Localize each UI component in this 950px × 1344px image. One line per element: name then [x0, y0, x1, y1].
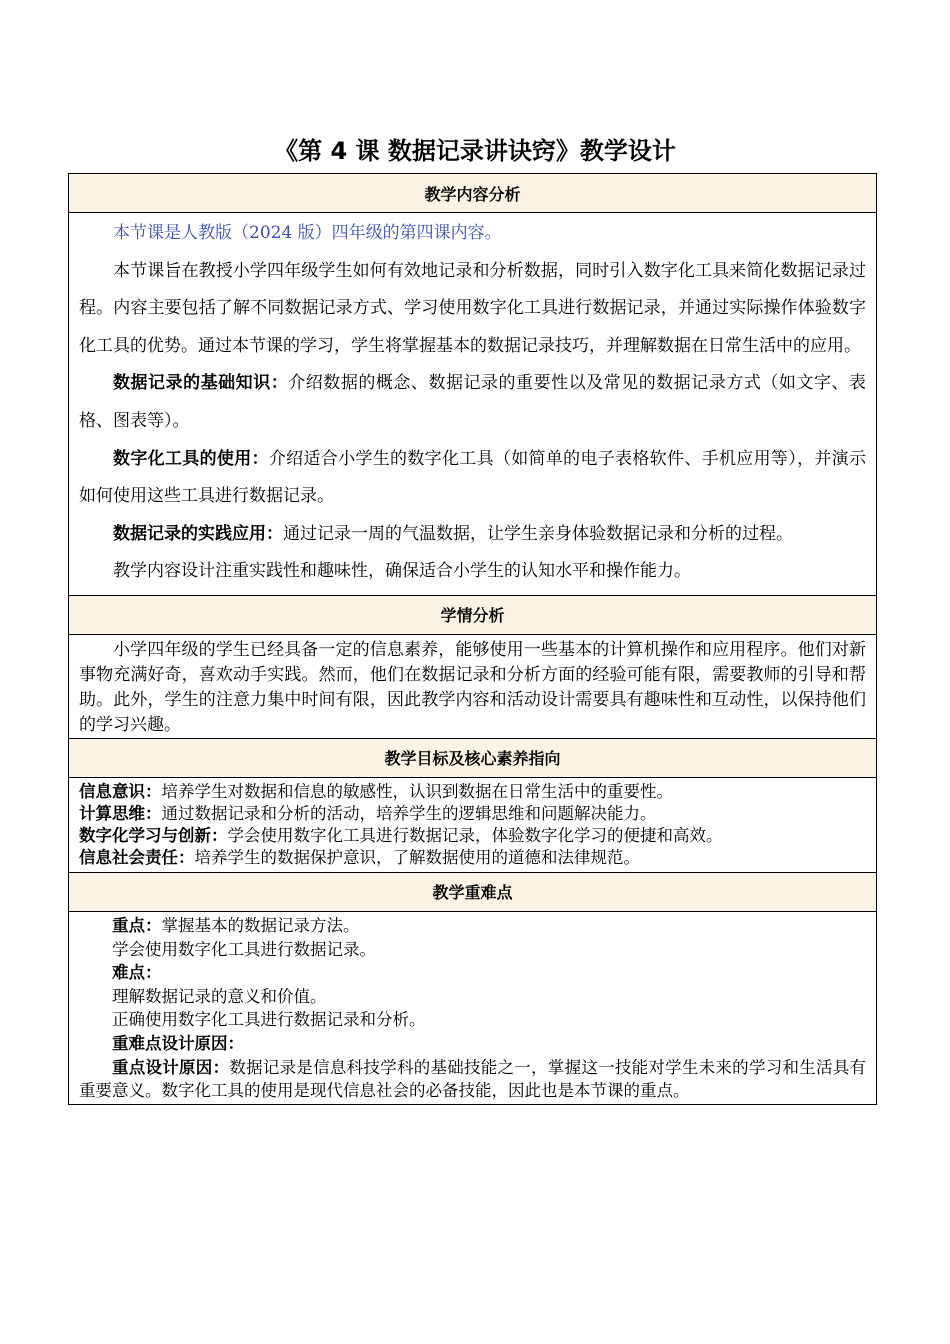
design-note-paragraph: 教学内容设计注重实践性和趣味性，确保适合小学生的认知水平和操作能力。 — [113, 561, 691, 582]
document-title: 《第 4 课 数据记录讲诀窍》教学设计 — [274, 137, 676, 165]
practice-label: 数据记录的实践应用： — [113, 523, 283, 544]
objective-item — [79, 781, 866, 803]
objective-label: 信息意识： — [79, 781, 162, 801]
section-header-objectives: 教学目标及核心素养指向 — [69, 738, 877, 777]
difficulty-label-line — [79, 961, 866, 985]
lesson-plan-table — [68, 173, 877, 1105]
section-header-learner-analysis: 学情分析 — [69, 595, 877, 634]
key-points-body — [69, 911, 877, 1104]
key-reason-text: 数据记录是信息科技学科的基础技能之一，掌握这一技能对学生未来的学习和生活具有重要意义。数字化工具的使用是现代信息社会的必备技能，因此也是本节课的重点。 — [79, 1057, 867, 1101]
objective-label: 数字化学习与创新： — [79, 825, 228, 845]
objective-label: 信息社会责任： — [79, 847, 195, 867]
basics-paragraph — [79, 365, 866, 440]
learner-analysis-paragraph: 小学四年级的学生已经具备一定的信息素养，能够使用一些基本的计算机操作和应用程序。他们对新事物充满好奇，喜欢动手实践。然而，他们在数据记录和分析方面的经验可能有限，需要教师的引导和帮助。此外，学生的注意力集中时间有限，因此教学内容和活动设计需要具有趣味性和互动性，以保持他们的学习兴趣。 — [79, 639, 866, 735]
objective-item — [79, 803, 866, 825]
key-point-text: 掌握基本的数据记录方法。 — [161, 915, 360, 935]
difficulty-label: 难点： — [112, 963, 162, 983]
design-reason-label: 重难点设计原因： — [112, 1033, 244, 1053]
content-analysis-body — [69, 213, 877, 596]
key-point-label: 重点： — [112, 915, 162, 935]
tools-paragraph — [79, 441, 866, 516]
section-header-content-analysis: 教学内容分析 — [69, 174, 877, 213]
key-reason-label: 重点设计原因： — [112, 1057, 230, 1077]
overview-paragraph: 本节课旨在教授小学四年级学生如何有效地记录和分析数据，同时引入数字化工具来简化数据记录过程。内容主要包括了解不同数据记录方式、学习使用数字化工具进行数据记录，并通过实际操作体验数字化工具的优势。通过本节课的学习，学生将掌握基本的数据记录技巧，并理解数据在日常生活中的应用。 — [79, 260, 866, 356]
objective-text: 通过数据记录和分析的活动，培养学生的逻辑思维和问题解决能力。 — [161, 803, 657, 823]
difficulty-line-1: 理解数据记录的意义和价值。 — [112, 986, 327, 1006]
design-reason-label-line — [79, 1032, 866, 1056]
objective-text: 学会使用数字化工具进行数据记录，体验数字化学习的便捷和高效。 — [227, 825, 723, 845]
objective-text: 培养学生对数据和信息的敏感性，认识到数据在日常生活中的重要性。 — [161, 781, 673, 801]
basics-label: 数据记录的基础知识： — [113, 373, 289, 394]
basics-text: 介绍数据的概念、数据记录的重要性以及常见的数据记录方式（如文字、表格、图表等）。 — [79, 373, 867, 431]
objective-label: 计算思维： — [79, 803, 162, 823]
objective-item — [79, 825, 866, 847]
objective-item — [79, 847, 866, 869]
practice-paragraph — [79, 516, 866, 554]
practice-text: 通过记录一周的气温数据，让学生亲身体验数据记录和分析的过程。 — [283, 523, 793, 544]
objectives-body — [69, 777, 877, 872]
tools-text: 介绍适合小学生的数字化工具（如简单的电子表格软件、手机应用等），并演示如何使用这些工具进行数据记录。 — [79, 448, 867, 507]
key-point-line-2: 学会使用数字化工具进行数据记录。 — [112, 939, 376, 959]
intro-line: 本节课是人教版（2024 版）四年级的第四课内容。 — [113, 223, 502, 243]
objective-text: 培养学生的数据保护意识，了解数据使用的道德和法律规范。 — [194, 847, 640, 867]
key-point-line — [79, 914, 866, 938]
difficulty-line-2: 正确使用数字化工具进行数据记录和分析。 — [112, 1010, 426, 1030]
tools-label: 数字化工具的使用： — [113, 448, 269, 469]
learner-analysis-body — [69, 634, 877, 738]
section-header-key-points: 教学重难点 — [69, 872, 877, 911]
key-reason-paragraph — [79, 1056, 866, 1103]
